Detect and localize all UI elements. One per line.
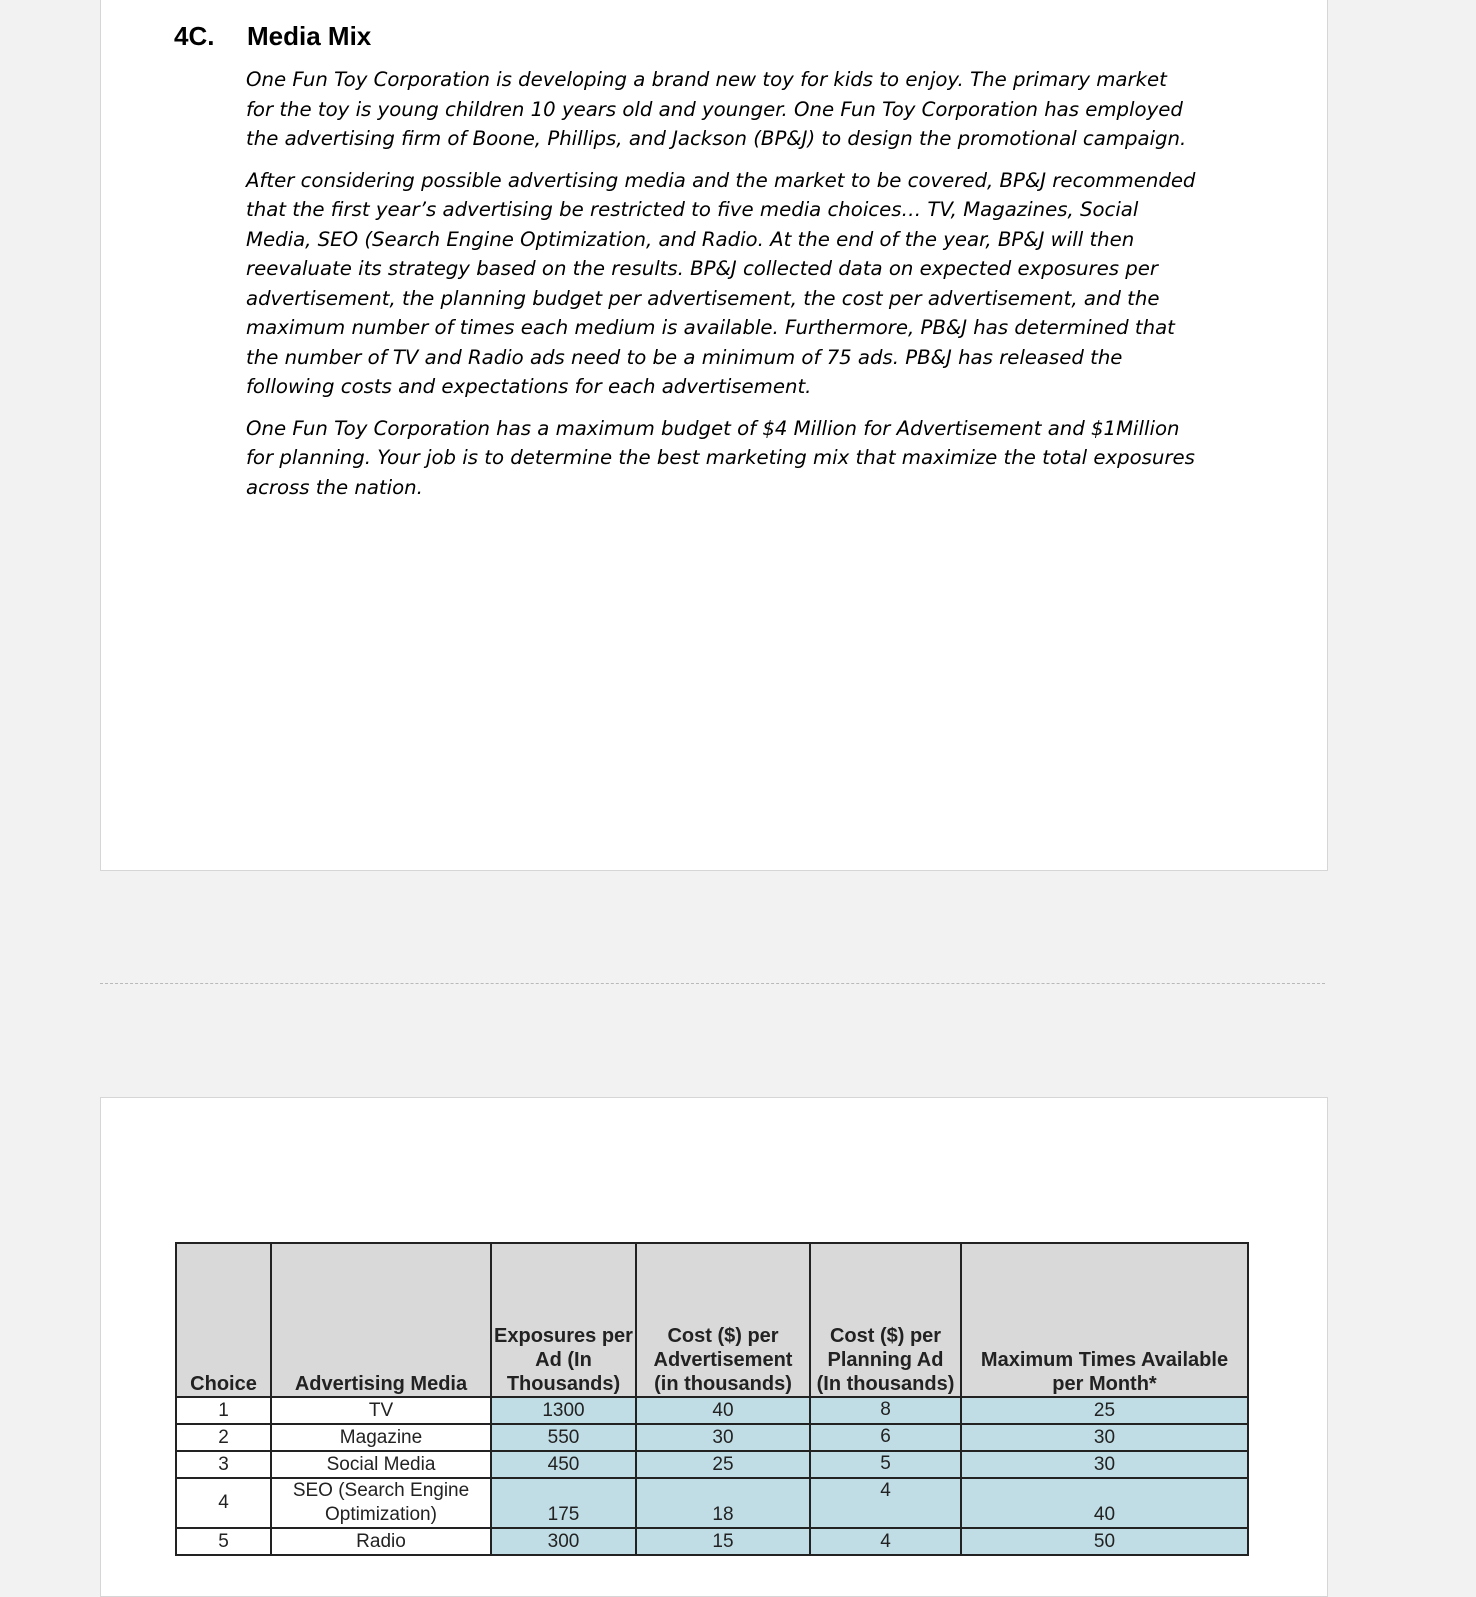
cell-media: SEO (Search Engine Optimization) bbox=[271, 1478, 491, 1528]
table-row bbox=[176, 1451, 1248, 1478]
header-choice: Choice bbox=[176, 1243, 271, 1397]
cell-ad-cost: 30 bbox=[636, 1424, 810, 1451]
cell-planning-cost: 4 bbox=[810, 1478, 961, 1528]
cell-exposures: 450 bbox=[491, 1451, 636, 1478]
media-data-table bbox=[175, 1242, 1249, 1556]
page-break-divider bbox=[100, 983, 1325, 984]
paragraph-intro: One Fun Toy Corporation is developing a brand new toy for kids to enjoy. The primary market for the toy is young children 10 years old and younger. One Fun Toy Corporation has employed the advertising firm of Boone, Phillips, and Jackson (BP&J) to design the promotional campaign. bbox=[246, 68, 1187, 150]
cell-choice: 3 bbox=[176, 1451, 271, 1478]
header-exposures: Exposures per Ad (In Thousands) bbox=[491, 1243, 636, 1397]
cell-media: Social Media bbox=[271, 1451, 491, 1478]
document-page-1 bbox=[100, 0, 1328, 871]
paragraph-budget: One Fun Toy Corporation has a maximum budget of $4 Million for Advertisement and $1Million for planning. Your job is to determine the best marketing mix that maximize the total exposures across the nation. bbox=[246, 416, 1195, 499]
paragraph-media-choices: After considering possible advertising media and the market to be covered, BP&J recommended that the first year’s advertising be restricted to five media choices… TV, Magazines, Social Media, SEO (Search Engine Optimization, and Radio. At the end of the year, BP&J will then reevaluate its strategy based on the results. BP&J collected data on expected exposures per advertisement, the planning budget per advertisement, the cost per advertisement, and the maximum number of times each medium is available. Furthermore, PB&J has determined that the number of TV and Radio ads need to be a minimum of 75 ads. PB&J has released the following costs and expectations for each advertisement. bbox=[246, 168, 1196, 398]
cell-max-times: 30 bbox=[961, 1424, 1248, 1451]
problem-description bbox=[246, 65, 1196, 514]
cell-choice: 4 bbox=[176, 1478, 271, 1528]
table-row bbox=[176, 1424, 1248, 1451]
cell-planning-cost: 8 bbox=[810, 1397, 961, 1424]
header-planning-cost: Cost ($) per Planning Ad (In thousands) bbox=[810, 1243, 961, 1397]
cell-exposures: 175 bbox=[491, 1478, 636, 1528]
cell-planning-cost: 4 bbox=[810, 1528, 961, 1555]
document-page-2 bbox=[100, 1097, 1328, 1597]
section-heading bbox=[174, 21, 371, 52]
table-header-row bbox=[176, 1243, 1248, 1397]
section-number: 4C. bbox=[174, 21, 215, 51]
cell-ad-cost: 25 bbox=[636, 1451, 810, 1478]
table-row bbox=[176, 1397, 1248, 1424]
cell-choice: 1 bbox=[176, 1397, 271, 1424]
cell-media: TV bbox=[271, 1397, 491, 1424]
cell-exposures: 550 bbox=[491, 1424, 636, 1451]
table-row bbox=[176, 1528, 1248, 1555]
cell-choice: 5 bbox=[176, 1528, 271, 1555]
cell-choice: 2 bbox=[176, 1424, 271, 1451]
cell-ad-cost: 15 bbox=[636, 1528, 810, 1555]
cell-ad-cost: 40 bbox=[636, 1397, 810, 1424]
header-advertising-media: Advertising Media bbox=[271, 1243, 491, 1397]
header-max-times: Maximum Times Available per Month* bbox=[961, 1243, 1248, 1397]
cell-media: Magazine bbox=[271, 1424, 491, 1451]
cell-max-times: 30 bbox=[961, 1451, 1248, 1478]
table-row bbox=[176, 1478, 1248, 1528]
cell-exposures: 1300 bbox=[491, 1397, 636, 1424]
header-cost-per-ad: Cost ($) per Advertisement (in thousands) bbox=[636, 1243, 810, 1397]
section-title: Media Mix bbox=[247, 21, 372, 51]
cell-media: Radio bbox=[271, 1528, 491, 1555]
cell-ad-cost: 18 bbox=[636, 1478, 810, 1528]
cell-planning-cost: 6 bbox=[810, 1424, 961, 1451]
cell-max-times: 25 bbox=[961, 1397, 1248, 1424]
cell-planning-cost: 5 bbox=[810, 1451, 961, 1478]
cell-max-times: 40 bbox=[961, 1478, 1248, 1528]
cell-exposures: 300 bbox=[491, 1528, 636, 1555]
cell-max-times: 50 bbox=[961, 1528, 1248, 1555]
